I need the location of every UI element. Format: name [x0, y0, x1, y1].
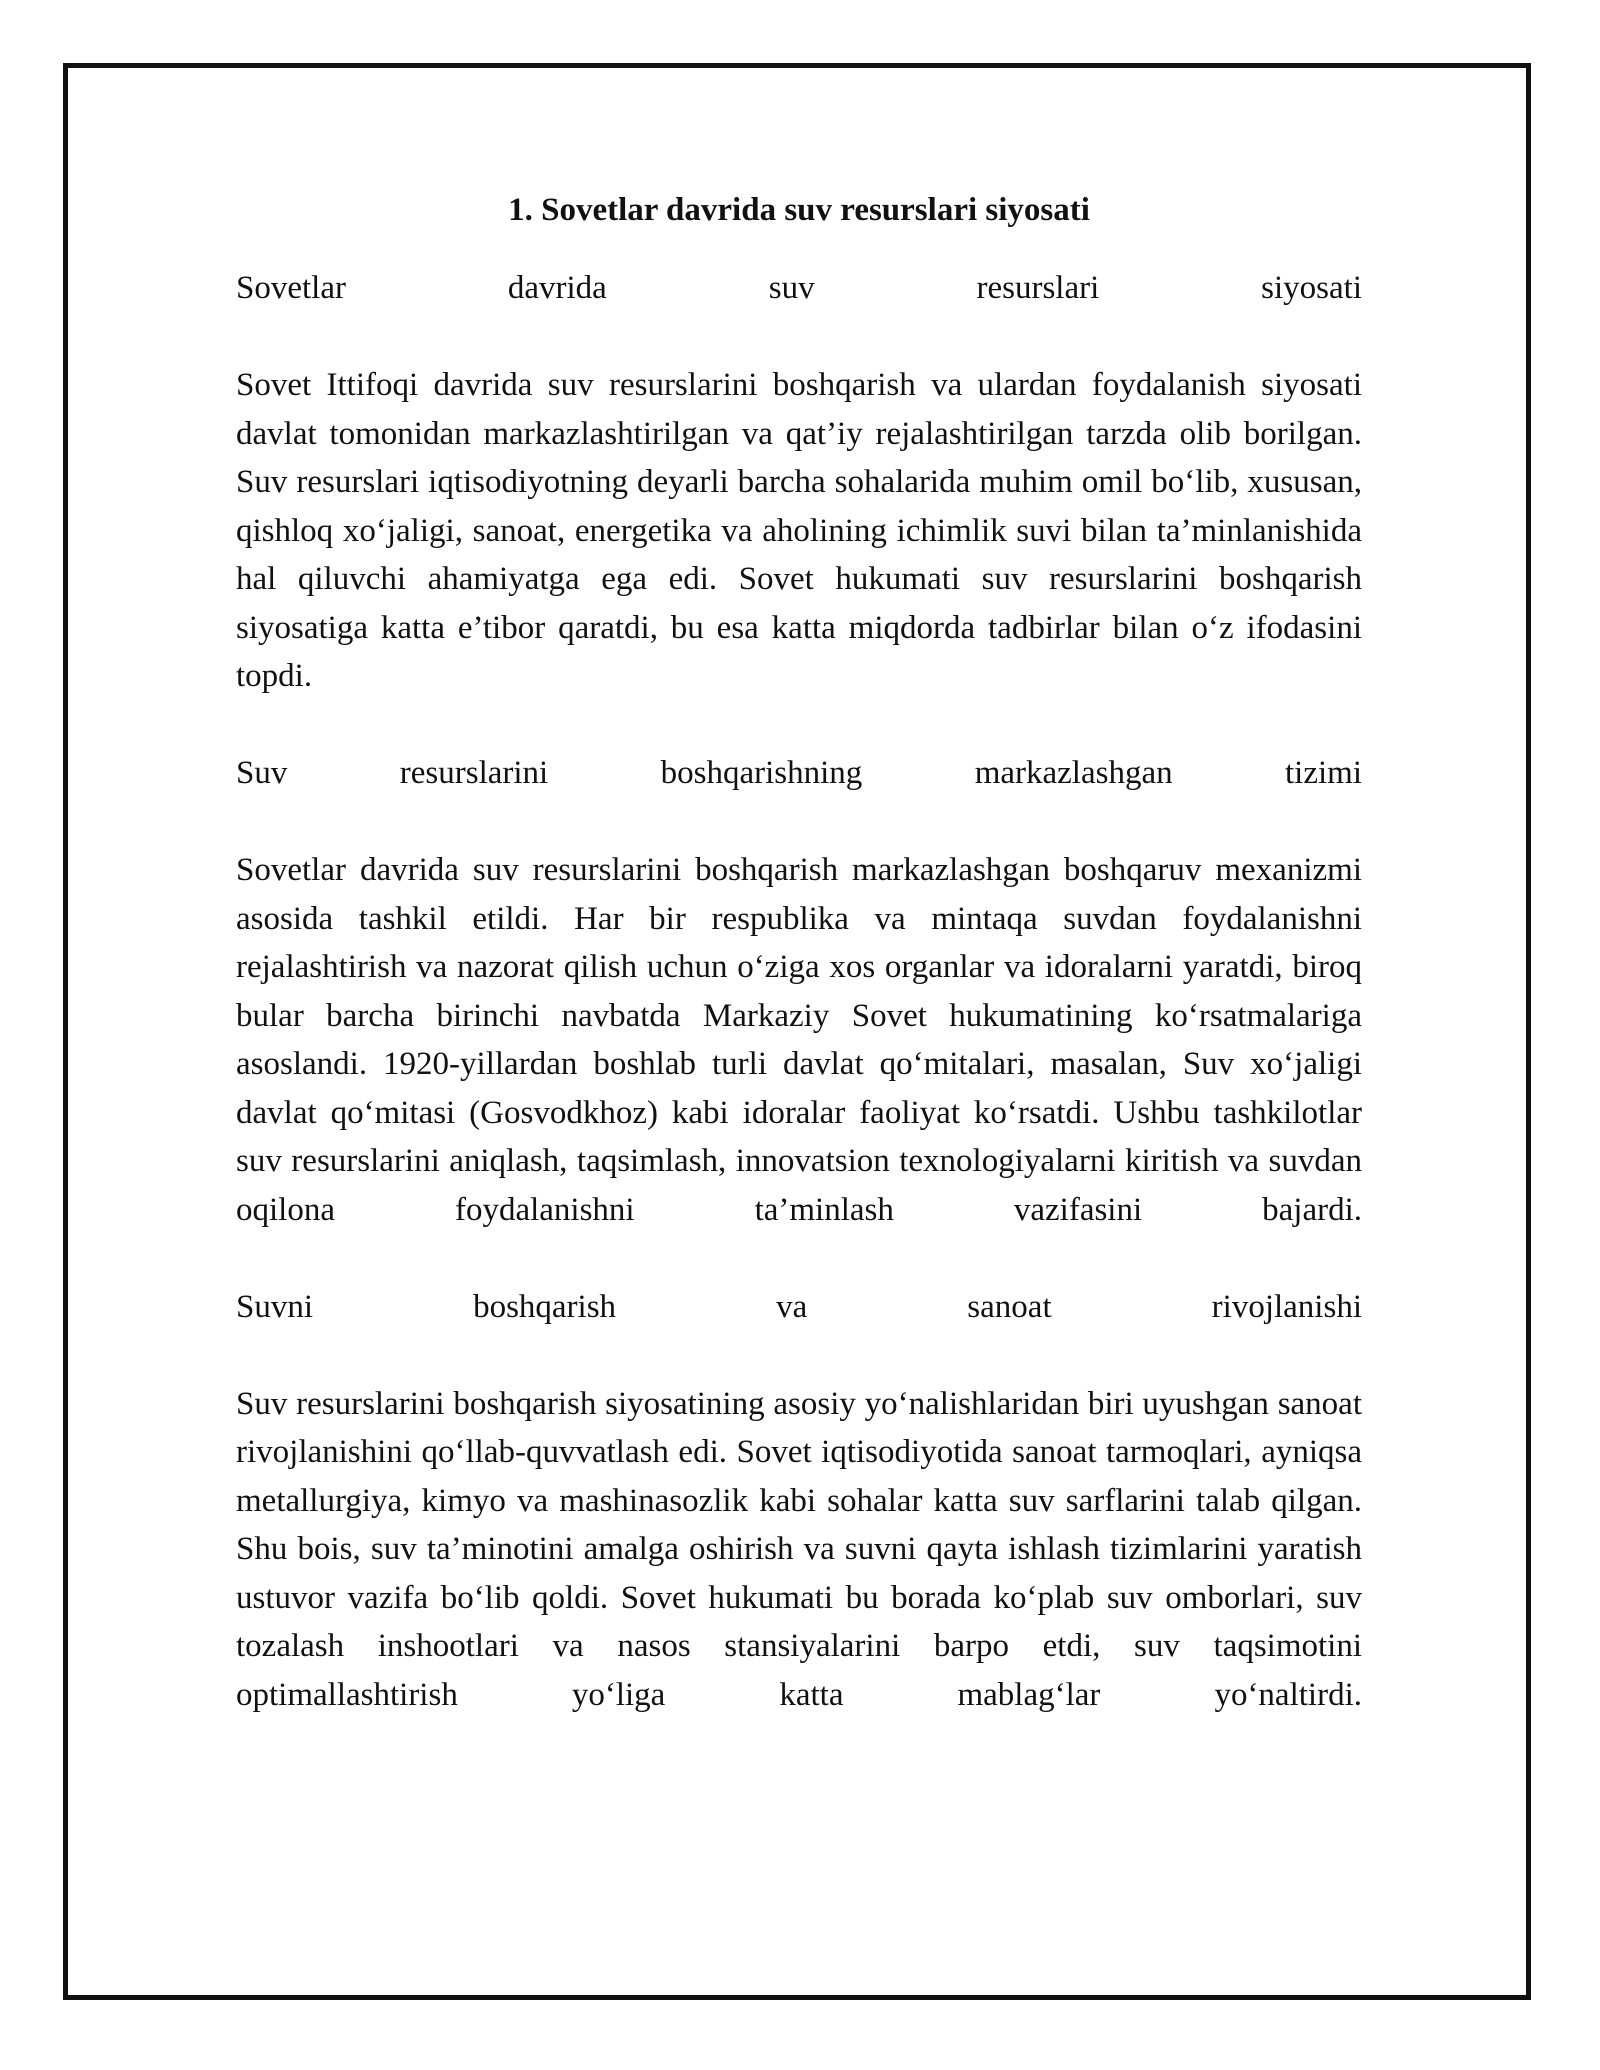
document-body [236, 186, 1362, 1768]
section-paragraph: Sovetlar davrida suv resurslarini boshqarish markazlashgan boshqaruv mexanizmi asosida tashkil etildi. Har bir respublika va mintaqa suvdan foydalanishni rejalashtirish va nazorat qilish uchun o‘ziga xos organlar va idoralarni yaratdi, biroq bular barcha birinchi navbatda Markaziy Sovet hukumatining ko‘rsatmalariga asoslandi. 1920-yillardan boshlab turli davlat qo‘mitalari, masalan, Suv xo‘jaligi davlat qo‘mitasi (Gosvodkhoz) kabi idoralar faoliyat ko‘rsatdi. Ushbu tashkilotlar suv resurslarini aniqlash, taqsimlash, innovatsion texnologiyalarni kiritish va suvdan oqilona foydalanishni ta’minlash vazifasini bajardi. [236, 852, 1362, 1228]
section-heading: Sovetlar davrida suv resurslari siyosati [236, 270, 1362, 306]
section-paragraph: Suv resurslarini boshqarish siyosatining asosiy yo‘nalishlaridan biri uyushgan sanoat rivojlanishini qo‘llab-quvvatlash edi. Sovet iqtisodiyotida sanoat tarmoqlari, ayniqsa metallurgiya, kimyo va mashinasozlik kabi sohalar katta suv sarflarini talab qilgan. Shu bois, suv ta’minotini amalga oshirish va suvni qayta ishlash tizimlarini yaratish ustuvor vazifa bo‘lib qoldi. Sovet hukumati bu borada ko‘plab suv omborlari, suv tozalash inshootlari va nasos stansiyalarini barpo etdi, suv taqsimotini optimallashtirish yo‘liga katta mablag‘lar yo‘naltirdi. [236, 1385, 1362, 1713]
section-heading: Suv resurslarini boshqarishning markazlashgan tizimi [236, 755, 1362, 791]
document-title: 1. Sovetlar davrida suv resurslari siyosati [508, 192, 1090, 228]
section-heading: Suvni boshqarish va sanoat rivojlanishi [236, 1288, 1362, 1325]
section-paragraph: Sovet Ittifoqi davrida suv resurslarini boshqarish va ulardan foydalanish siyosati davlat tomonidan markazlashtirilgan va qat’iy rejalashtirilgan tarzda olib borilgan. Suv resurslari iqtisodiyotning deyarli barcha sohalarida muhim omil bo‘lib, xususan, qishloq xo‘jaligi, sanoat, energetika va aholining ichimlik suvi bilan ta’minlanishida hal qiluvchi ahamiyatga ega edi. Sovet hukumati suv resurslarini boshqarish siyosatiga katta e’tibor qaratdi, bu esa katta miqdorda tadbirlar bilan o‘z ifodasini topdi. [236, 367, 1362, 694]
